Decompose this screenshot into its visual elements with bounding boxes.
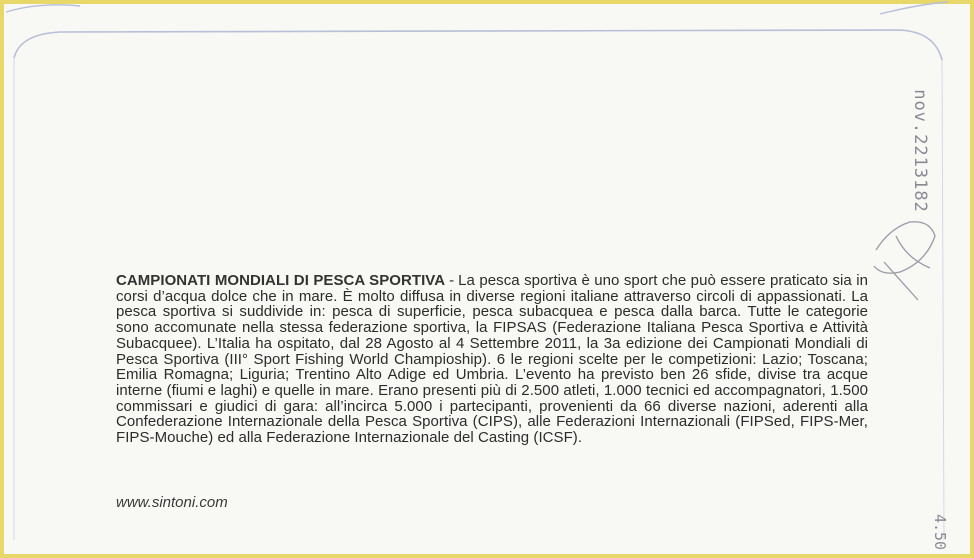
pencil-inventory-note — [900, 56, 940, 246]
pencil-number-text: 4.50 — [931, 513, 949, 551]
title-separator: - — [449, 272, 455, 289]
pencil-note-text: nov.2213182 — [910, 89, 930, 213]
document-body: La pesca sportiva è uno sport che può essere praticato sia in corsi d’acqua dolce che in mare. È molto diffusa in diverse regioni italiane attraverso circoli di appassionati. La pesca sportiva si suddivide in: pesca di superficie, pesca subacquea e pesca dalla barca. Tutte le categorie sono accomunate nella stessa federazione sportiva, la FIPSAS (Federazione Italiana Pesca Sportiva e Attività Subacquee). L’Italia ha ospitato, dal 28 Agosto al 4 Settembre 2011, la 3a edizione dei Campionati Mondiali di Pesca Sportiva (III° Sport Fishing World Champioship). 6 le regioni scelte per le competizioni: Lazio; Toscana; Emilia Romagna; Liguria; Trentino Alto Adige ed Umbria. L’evento ha previsto ben 26 sfide, divise tra acque interne (fiumi e laghi) e quelle in mare. Erano presenti più di 2.500 atleti, 1.000 tecnici ed accompagnatori, 1.500 commissari e giudici di gara: all’incirca 5.000 i partecipanti, provenienti da 66 diverse nazioni, aderenti alla Confederazione Internazionale della Pesca Sportiva (CIPS), alle Federazioni Internazionali (FIPSed, FIPS-Mer, FIPS-Mouche) ed alla Federazione Internazionale del Casting (ICSF). — [116, 272, 868, 447]
website-link[interactable]: www.sintoni.com — [116, 494, 228, 511]
pencil-price-note — [920, 512, 960, 552]
description-text-block — [116, 273, 868, 446]
document-title: CAMPIONATI MONDIALI DI PESCA SPORTIVA — [116, 272, 446, 289]
